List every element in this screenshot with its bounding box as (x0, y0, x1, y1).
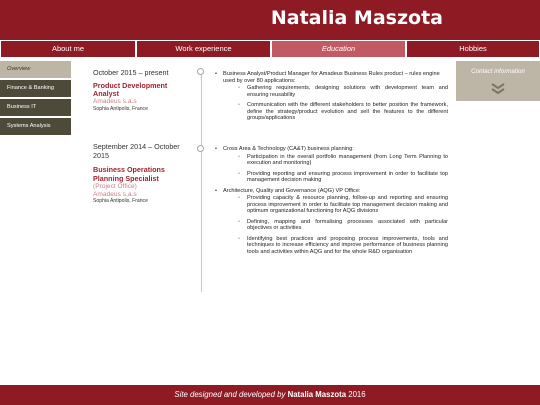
bullet-text: Architecture, Quality and Governance (AQG) VP Office: (223, 187, 361, 194)
double-chevron-down-icon[interactable] (491, 83, 505, 95)
job-summary (93, 143, 193, 205)
job-company: Amadeus s.a.s (93, 190, 137, 198)
footer-year: 2016 (348, 390, 366, 399)
timeline-line (201, 70, 202, 292)
header-bar (0, 0, 540, 40)
job-location: Sophia Antipolis, France (93, 105, 148, 112)
sidebar (0, 61, 71, 137)
nav-about-me[interactable]: About me (0, 40, 136, 58)
bullet-text: Business Analyst/Product Manager for Amadeus Business Rules product – rules engine used by over 80 applications: (223, 71, 440, 84)
timeline-dot (197, 145, 204, 152)
job-title: Product Development Analyst (93, 80, 168, 98)
footer-text: Site designed and developed by (174, 390, 286, 399)
sidebar-item-finance-banking[interactable]: Finance & Banking (0, 80, 71, 97)
job-description (214, 146, 448, 259)
list-item: ◦ Communication with the different stakeholders to better position the framework, define the strategy/product evolution and sell the features to the different groups/applications (223, 102, 448, 122)
job-dates: September 2014 – October 2015 (93, 142, 180, 160)
job-description (214, 71, 448, 126)
job-dates: October 2015 – present (93, 68, 169, 77)
site-title: Natalia Maszota (270, 7, 443, 29)
list-item: ◦ Participation in the overall portfolio management (from Long Term Planning to execution and monitoring) (223, 154, 448, 167)
list-item (214, 188, 448, 256)
timeline-dot (197, 68, 204, 75)
list-item: ◦ Defining, mapping and formalising processes associated with particular objectives or activities (223, 219, 448, 232)
nav-education[interactable]: Education (271, 40, 406, 58)
list-item: ◦ Providing reporting and ensuring process improvement in order to facilitate top management decision making (223, 171, 448, 184)
top-nav (0, 40, 540, 58)
bullet-text: Cross Area & Technology (CA&T) business planning: (223, 146, 354, 152)
list-item: ◦ Gathering requirements, designing solutions with development team and ensuring reusability (223, 85, 448, 98)
job-summary (93, 69, 193, 112)
sidebar-item-systems-analysis[interactable]: Systems Analysis (0, 118, 71, 135)
list-item (214, 71, 448, 122)
sidebar-item-overview[interactable]: Overview (0, 61, 71, 78)
list-item (214, 146, 448, 184)
list-item: ◦ Identifying best practices and proposing process improvements, tools and techniques to increase efficiency and improve performance of business planning tools and activities within AQG and for the whole R&D organisation (223, 236, 448, 256)
job-title: Business Operations Planning Specialist (93, 165, 165, 183)
footer (0, 385, 540, 405)
nav-hobbies[interactable]: Hobbies (406, 40, 540, 58)
list-item: ◦ Providing capacity & resource planning, follow-up and reporting and ensuring process improvement in order to facilitate top management decision making and optimum organizational functioning for AQG divisions (223, 195, 448, 215)
contact-information-panel[interactable] (456, 61, 540, 101)
contact-information-label: Contact information (471, 68, 525, 75)
job-company: Amadeus s.a.s (93, 98, 137, 106)
job-note: (Project Office) (93, 183, 137, 190)
nav-work-experience[interactable]: Work experience (136, 40, 271, 58)
footer-author: Natalia Maszota (287, 390, 347, 399)
sidebar-item-business-it[interactable]: Business IT (0, 99, 71, 116)
job-location: Sophia Antipolis, France (93, 198, 148, 204)
